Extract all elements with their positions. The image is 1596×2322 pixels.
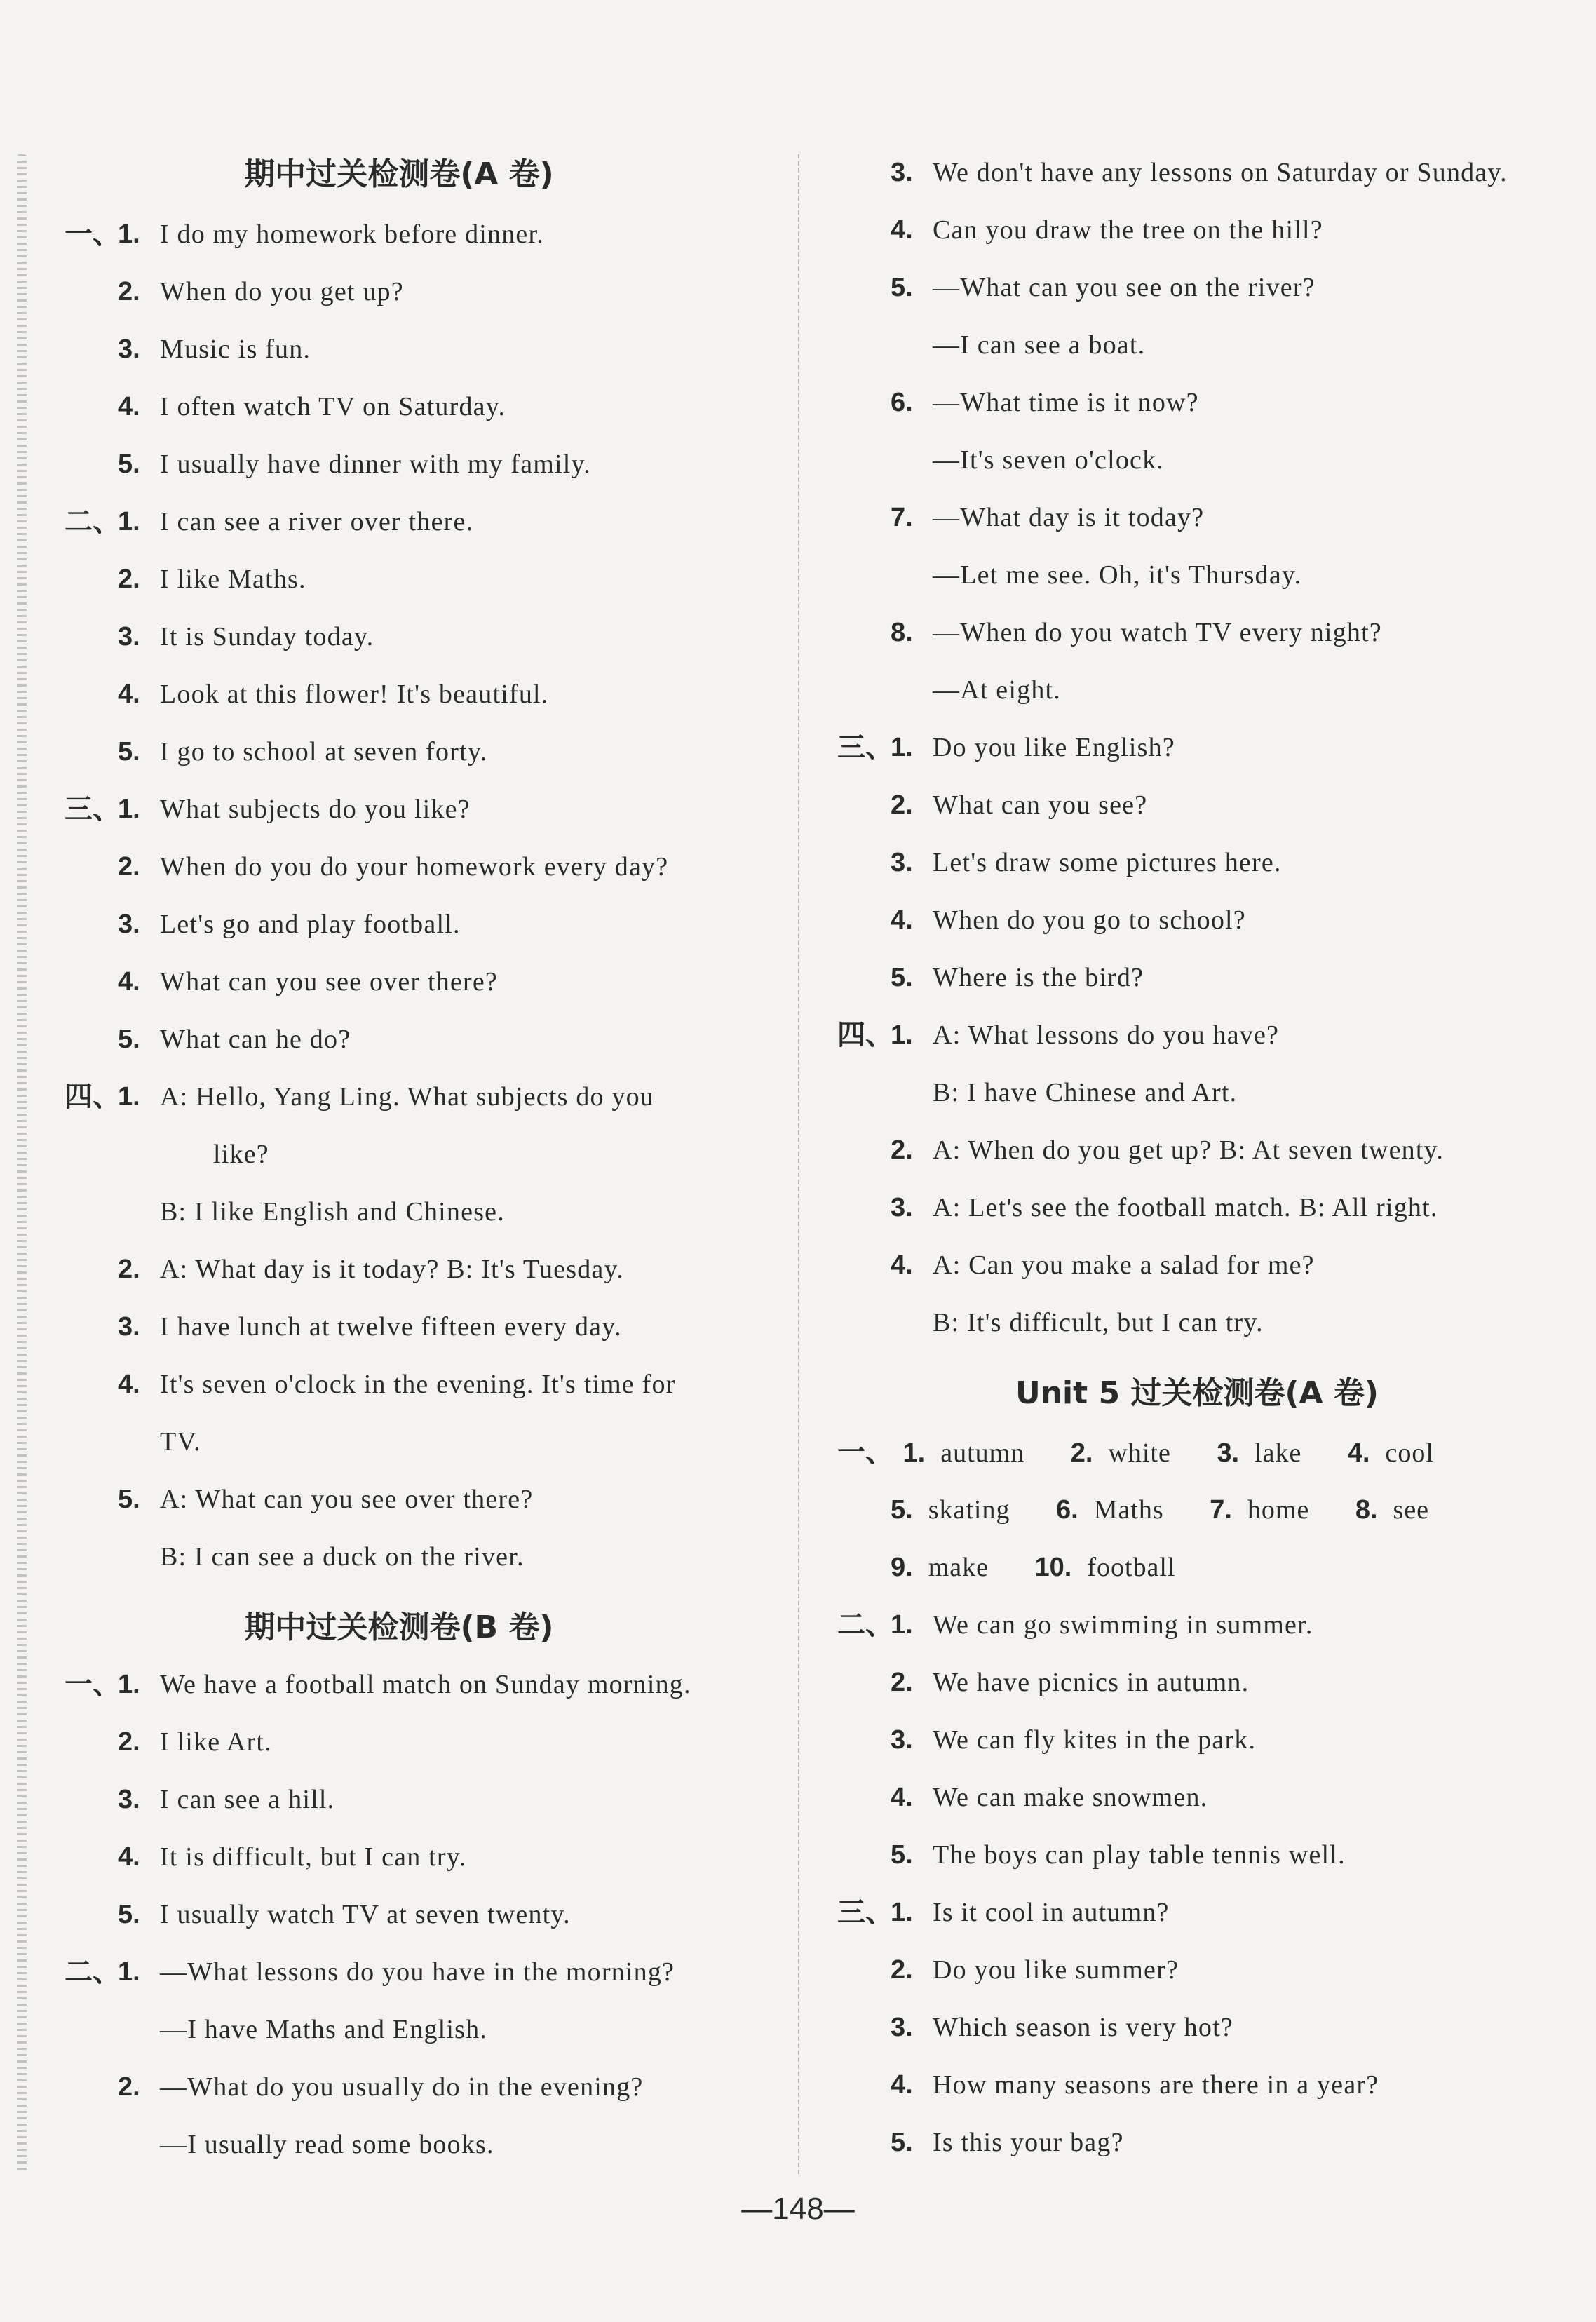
item-number: 1. xyxy=(891,1898,913,1927)
answer-text: like? xyxy=(213,1140,269,1169)
answer-text: Do you like summer? xyxy=(933,1955,1179,1985)
answer-text: A: What can you see over there? xyxy=(160,1485,534,1514)
section-title-midterm-a: 期中过关检测卷(A 卷) xyxy=(244,156,554,192)
item-number: 2. xyxy=(1070,1438,1093,1468)
answer-text: Where is the bird? xyxy=(933,963,1144,992)
answer-text: Do you like English? xyxy=(933,733,1175,762)
section-label: 三、 xyxy=(837,1896,893,1929)
answer-text: I do my homework before dinner. xyxy=(160,220,544,249)
answer-text: Let's go and play football. xyxy=(160,910,461,939)
answer-text: What can he do? xyxy=(160,1025,351,1054)
answer-text: We can go swimming in summer. xyxy=(933,1610,1313,1640)
item-number: 3. xyxy=(118,622,140,652)
section-label: 三、 xyxy=(837,731,893,764)
answer-text: A: When do you get up? B: At seven twenty. xyxy=(933,1135,1445,1165)
answer-text: We have a football match on Sunday morning. xyxy=(160,1670,691,1699)
column-divider xyxy=(798,154,799,2174)
item-number: 4. xyxy=(891,905,913,935)
item-number: 4. xyxy=(118,392,140,421)
answer-text: I like Art. xyxy=(160,1727,272,1757)
word-answer: Maths xyxy=(1093,1495,1164,1525)
answer-text: —What time is it now? xyxy=(933,388,1199,417)
answer-text: Is this your bag? xyxy=(933,2128,1124,2157)
answer-text: Which season is very hot? xyxy=(933,2013,1233,2042)
answer-text: —It's seven o'clock. xyxy=(933,445,1165,475)
item-number: 1. xyxy=(118,1082,140,1112)
item-number: 5. xyxy=(891,273,913,302)
item-number: 5. xyxy=(118,1025,140,1054)
word-answer: autumn xyxy=(940,1438,1025,1468)
item-number: 2. xyxy=(118,852,140,882)
item-number: 8. xyxy=(891,618,913,647)
item-number: 1. xyxy=(118,220,140,249)
item-number: 5. xyxy=(891,1840,913,1870)
answer-text: —When do you watch TV every night? xyxy=(933,618,1382,647)
answer-text: It is difficult, but I can try. xyxy=(160,1842,467,1872)
section-label: 一、 xyxy=(65,1668,121,1701)
item-number: 8. xyxy=(1355,1495,1378,1525)
answer-text: I often watch TV on Saturday. xyxy=(160,392,506,421)
answer-text: I usually have dinner with my family. xyxy=(160,450,591,479)
item-number: 2. xyxy=(891,790,913,820)
answer-text: A: What day is it today? B: It's Tuesday. xyxy=(160,1255,624,1284)
section-label: 二、 xyxy=(65,506,121,538)
answer-text: —What day is it today? xyxy=(933,503,1205,532)
word-answers-row xyxy=(837,1424,1473,1481)
item-number: 4. xyxy=(891,2070,913,2100)
answer-text: When do you do your homework every day? xyxy=(160,852,669,882)
item-number: 4. xyxy=(118,680,140,709)
answer-text: —I usually read some books. xyxy=(160,2130,494,2159)
answer-text: B: I have Chinese and Art. xyxy=(933,1078,1238,1107)
item-number: 4. xyxy=(118,967,140,997)
item-number: 5. xyxy=(891,963,913,992)
item-number: 3. xyxy=(891,1193,913,1222)
word-answer: cool xyxy=(1385,1438,1434,1468)
answer-text: —What do you usually do in the evening? xyxy=(160,2072,644,2102)
section-title-unit5-a: Unit 5 过关检测卷(A 卷) xyxy=(1015,1375,1379,1411)
answer-text: B: It's difficult, but I can try. xyxy=(933,1308,1264,1337)
item-number: 2. xyxy=(891,1955,913,1985)
word-answer: see xyxy=(1393,1495,1430,1525)
item-number: 1. xyxy=(902,1438,926,1468)
item-number: 1. xyxy=(891,1020,913,1050)
item-number: 5. xyxy=(118,737,140,767)
item-number: 7. xyxy=(1210,1495,1232,1525)
answer-text: Let's draw some pictures here. xyxy=(933,848,1282,877)
answer-text: The boys can play table tennis well. xyxy=(933,1840,1346,1870)
section-label: 一、 xyxy=(65,218,121,250)
item-number: 3. xyxy=(891,158,913,187)
answer-text: What can you see over there? xyxy=(160,967,498,997)
answer-text: B: I like English and Chinese. xyxy=(160,1197,505,1227)
answer-text: I have lunch at twelve fifteen every day. xyxy=(160,1312,622,1342)
item-number: 1. xyxy=(118,1957,140,1987)
item-number: 2. xyxy=(118,1727,140,1757)
answer-text: I usually watch TV at seven twenty. xyxy=(160,1900,571,1929)
item-number: 5. xyxy=(118,1485,140,1514)
item-number: 5. xyxy=(118,450,140,479)
binding-edge-decoration xyxy=(17,154,27,2174)
answer-text: —What lessons do you have in the morning? xyxy=(160,1957,675,1987)
item-number: 2. xyxy=(118,277,140,306)
section-title-midterm-b: 期中过关检测卷(B 卷) xyxy=(244,1609,554,1645)
section-label: 二、 xyxy=(837,1609,893,1641)
section-label: 二、 xyxy=(65,1956,121,1988)
item-number: 3. xyxy=(118,910,140,939)
answer-text: —What can you see on the river? xyxy=(933,273,1316,302)
word-answer: make xyxy=(928,1553,989,1582)
answer-text: I can see a hill. xyxy=(160,1785,335,1814)
answer-text: Look at this flower! It's beautiful. xyxy=(160,680,549,709)
item-number: 6. xyxy=(891,388,913,417)
item-number: 2. xyxy=(891,1668,913,1697)
item-number: 6. xyxy=(1055,1495,1078,1525)
answer-text: —At eight. xyxy=(933,675,1061,705)
section-label: 一、 xyxy=(837,1436,893,1469)
item-number: 4. xyxy=(891,1783,913,1812)
item-number: 3. xyxy=(118,335,140,364)
item-number: 10. xyxy=(1034,1553,1072,1582)
section-label: 四、 xyxy=(65,1081,121,1113)
item-number: 1. xyxy=(118,507,140,536)
item-number: 9. xyxy=(891,1553,913,1582)
page-number: —148— xyxy=(741,2192,855,2226)
item-number: 1. xyxy=(118,1670,140,1699)
answer-text: B: I can see a duck on the river. xyxy=(160,1542,525,1572)
item-number: 2. xyxy=(891,1135,913,1165)
answer-text: A: Hello, Yang Ling. What subjects do you xyxy=(160,1082,655,1112)
answer-text: Is it cool in autumn? xyxy=(933,1898,1170,1927)
word-answer: lake xyxy=(1255,1438,1302,1468)
answer-text: —Let me see. Oh, it's Thursday. xyxy=(933,560,1302,590)
item-number: 5. xyxy=(118,1900,140,1929)
item-number: 2. xyxy=(118,2072,140,2102)
word-answers-row xyxy=(891,1481,1468,1539)
answer-text: How many seasons are there in a year? xyxy=(933,2070,1379,2100)
item-number: 2. xyxy=(118,1255,140,1284)
item-number: 4. xyxy=(118,1842,140,1872)
answer-text: Can you draw the tree on the hill? xyxy=(933,215,1323,245)
answer-text: We can fly kites in the park. xyxy=(933,1725,1257,1755)
item-number: 4. xyxy=(891,215,913,245)
answer-text: A: What lessons do you have? xyxy=(933,1020,1280,1050)
answer-text: I like Maths. xyxy=(160,565,306,594)
item-number: 4. xyxy=(118,1370,140,1399)
item-number: 1. xyxy=(891,733,913,762)
answer-text: We don't have any lessons on Saturday or Sunday. xyxy=(933,158,1508,187)
answer-text: I can see a river over there. xyxy=(160,507,474,536)
answer-text: When do you go to school? xyxy=(933,905,1246,935)
section-label: 四、 xyxy=(837,1019,893,1051)
answer-text: It is Sunday today. xyxy=(160,622,374,652)
answer-text: What can you see? xyxy=(933,790,1148,820)
item-number: 3. xyxy=(118,1785,140,1814)
answer-text: I go to school at seven forty. xyxy=(160,737,488,767)
section-label: 三、 xyxy=(65,793,121,825)
word-answers-row xyxy=(891,1539,1215,1596)
item-number: 5. xyxy=(891,2128,913,2157)
item-number: 1. xyxy=(891,1610,913,1640)
item-number: 1. xyxy=(118,795,140,824)
answer-text: TV. xyxy=(160,1427,201,1457)
item-number: 7. xyxy=(891,503,913,532)
answer-text: A: Can you make a salad for me? xyxy=(933,1250,1315,1280)
answer-text: —I can see a boat. xyxy=(933,330,1146,360)
item-number: 3. xyxy=(891,1725,913,1755)
item-number: 3. xyxy=(891,2013,913,2042)
word-answer: skating xyxy=(928,1495,1010,1525)
answer-text: It's seven o'clock in the evening. It's time for xyxy=(160,1370,676,1399)
answer-text: A: Let's see the football match. B: All right. xyxy=(933,1193,1438,1222)
answer-text: We can make snowmen. xyxy=(933,1783,1208,1812)
word-answer: white xyxy=(1108,1438,1171,1468)
item-number: 3. xyxy=(891,848,913,877)
answer-text: What subjects do you like? xyxy=(160,795,471,824)
item-number: 4. xyxy=(1347,1438,1370,1468)
item-number: 2. xyxy=(118,565,140,594)
word-answer: home xyxy=(1247,1495,1310,1525)
word-answer: football xyxy=(1087,1553,1176,1582)
item-number: 5. xyxy=(891,1495,913,1525)
answer-text: We have picnics in autumn. xyxy=(933,1668,1250,1697)
item-number: 3. xyxy=(1217,1438,1240,1468)
answer-text: —I have Maths and English. xyxy=(160,2015,488,2044)
answer-text: When do you get up? xyxy=(160,277,404,306)
item-number: 3. xyxy=(118,1312,140,1342)
answer-text: Music is fun. xyxy=(160,335,311,364)
item-number: 4. xyxy=(891,1250,913,1280)
